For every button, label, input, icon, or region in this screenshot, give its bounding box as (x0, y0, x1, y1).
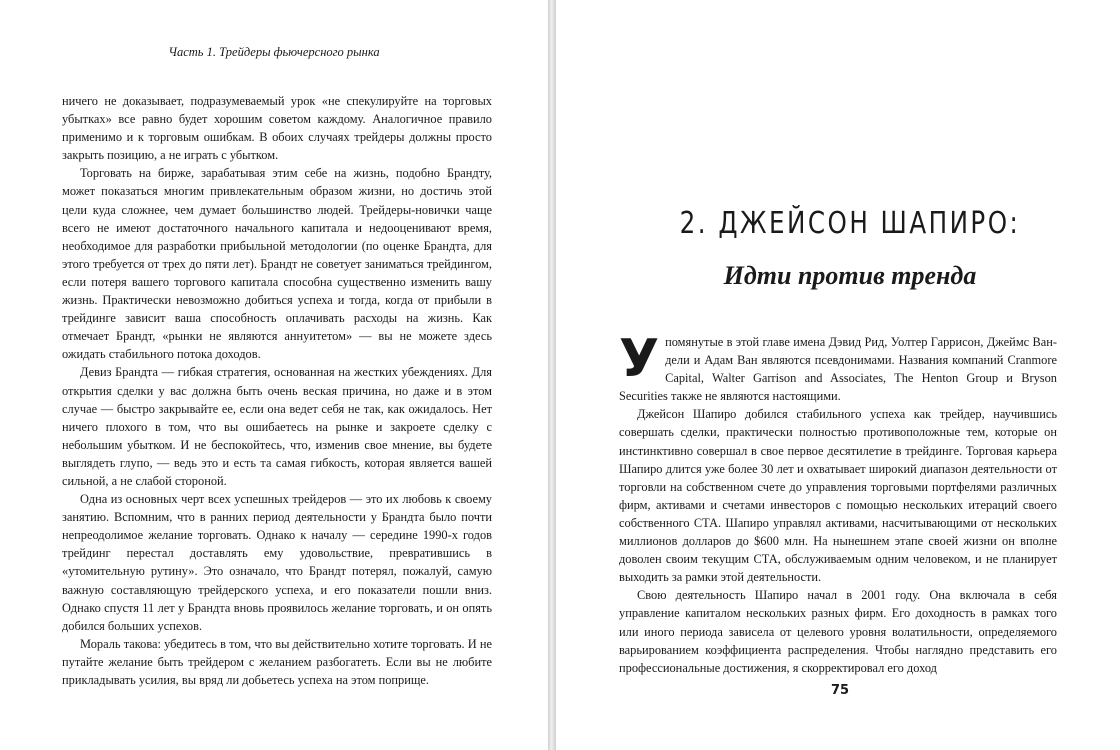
paragraph: ничего не доказывает, подразумеваемый урок «не спекулируйте на торговых убытках» все равно будет хорошим советом каждому. Аналогичное правило применимо и к торговым ошибкам. В обоих случаях трейдеры должны просто закрыть позицию, а не играть с убытком. (62, 94, 492, 163)
paragraph: Джейсон Шапиро добился стабильного успеха как трейдер, научившись совершать сделки, практически полностью противоположные тем, которые он инстинктивно совершал в свое первое десятилетие в трейдинге. Торговая карьера Шапиро длится уже более 30 лет и охватывает широкий диапазон деятельности от торговли на собственном счете до управления торговыми портфелями различных фирм, активами и счетами инвесторов с помощью нескольких итераций своего собственного СТА. Шапиро управлял активами, насчитывающими от нескольких миллионов долларов до $600 млн. На нынешнем этапе своей жизни он вполне доволен своим текущим СТА, обслуживаемым одним человеком, и не планирует выходить за рамки этой деятельности. (619, 407, 1057, 585)
left-page-text (62, 92, 492, 689)
right-page-text (619, 329, 1057, 677)
paragraph: Торговать на бирже, зарабатывая этим себе на жизнь, подобно Брандту, может показаться многим привлекательным образом жизни, но достичь этой цели куда сложнее, чем думает большинство людей. Трейдеры-новички чаще всего не имеют достаточного начального капитала и недооценивают время, необходимое для разработки прибыльной методологии (по оценке Брандта, для этого требуется от трех до пяти лет). Брандт не советует заниматься трейдингом, если потеря вашего торгового капитала способна существенно изменить вашу жизнь. Практически невозможно добиться успеха и тогда, когда от прибыли в трейдинге зависит ваша способность оплачивать расходы на жизнь. Как отмечает Брандт, «рынки не являются аннуитетом» — вы не можете здесь ожидать стабильного потока доходов. (62, 166, 492, 362)
paragraph: Свою деятельность Шапиро начал в 2001 году. Она включала в себя управление капиталом нескольких разных фирм. Его доходность в рамках того или иного периода зависела от целевого уровня волатильности, определяемого варьированием коэффициента распределения. Чтобы наглядно представить его профессиональные достижения, я скорректировал его доход (619, 588, 1057, 675)
paragraph: Мораль такова: убедитесь в том, что вы действительно хотите торговать. И не путайте желание быть трейдером с желанием разбогатеть. Если вы не любите прикладывать усилия, вы вряд ли добьетесь успеха на этом поприще. (62, 636, 492, 687)
paragraph: Девиз Брандта — гибкая стратегия, основанная на жестких убеждениях. Для открытия сделки у вас должна быть очень веская причина, но даже и в этом случае — быстро закрывайте ее, если она ведет себя не так, как ожидалось. Нет ничего плохого в том, что вы ошибаетесь на рынке и закроете сделку с небольшим убытком. И не беспокойтесь, что, изменив свое мнение, вы будете выглядеть глупо, — ведь это и есть та самая гибкость, которая является вашей сильной, а не слабой стороной. (62, 365, 492, 488)
chapter-subtitle: Идти против тренда (723, 261, 977, 290)
running-head: Часть 1. Трейдеры фьючерсного рынка (168, 45, 380, 59)
paragraph: Одна из основных черт всех успешных трейдеров — это их любовь к своему занятию. Вспомним, что в ранних период деятельности у Брандта было почти непреодолимое желание торговать. Однако к началу — середине 1990-х годов трейдинг перестал доставлять ему удовольствие, превратившись в «утомительную рутину». Это означало, что Брандт потерял, пожалуй, самую важную составляющую трейдерского успеха, и его показатели пошли вниз. Однако спустя 11 лет у Брандта вновь проявилось желание торговать, и он опять добился больших успехов. (62, 492, 492, 633)
book-gutter (548, 0, 556, 750)
drop-cap: У (619, 329, 660, 389)
first-paragraph (619, 329, 1057, 405)
page-number: 75 (830, 683, 850, 698)
first-paragraph-text: помянутые в этой главе имена Дэвид Рид, Уолтер Гаррисон, Джеймс Ван-дели и Адам Ван являются псевдонимами. Названия компаний Cranmore Capital, Walter Garrison and Associates, The Henton Group и Bryson Securities также не являются настоящими. (619, 335, 1057, 404)
chapter-title: 2. ДЖЕЙСОН ШАПИРО: (679, 206, 1021, 241)
